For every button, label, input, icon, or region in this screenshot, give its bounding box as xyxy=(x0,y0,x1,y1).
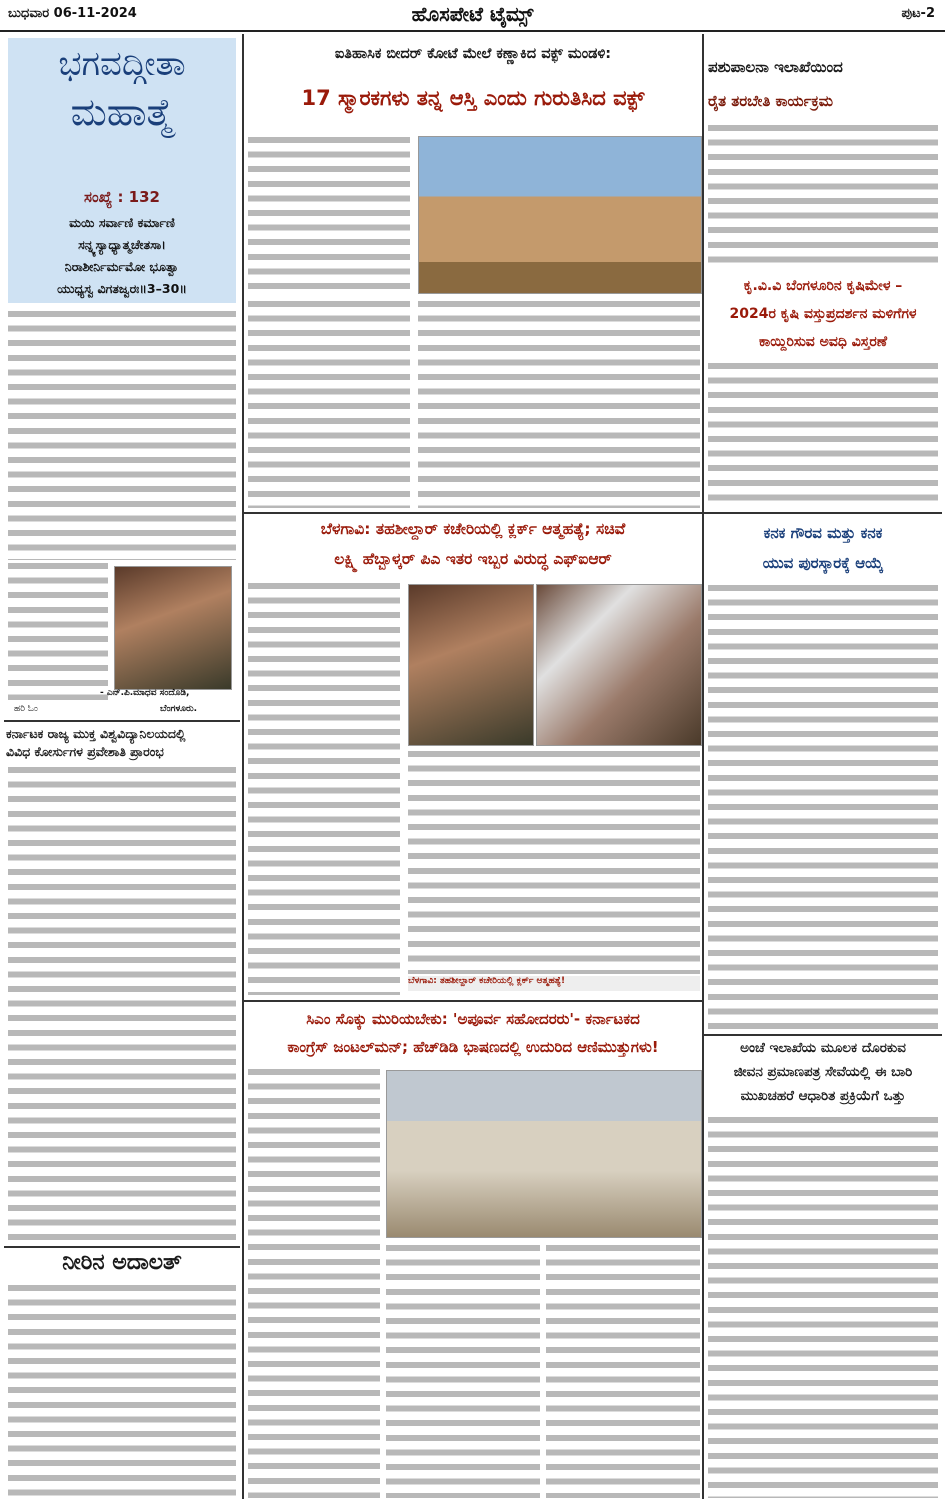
minister-group-photo xyxy=(536,584,702,746)
gita-box xyxy=(8,38,236,303)
gita-verse-line: ಮಯಿ ಸರ್ವಾಣಿ ಕರ್ಮಾಣಿ xyxy=(69,215,175,230)
cm-article-text xyxy=(248,1066,380,1498)
gita-verse-line: ಸನ್ನ್ಯಸ್ಯಾಧ್ಯಾತ್ಮಚೇತಸಾ। xyxy=(78,237,166,252)
anche-article-text xyxy=(708,1114,938,1498)
gita-author: - ಎನ್.ಪಿ.ಮಾಧವ ಸಂದೊಡಿ, xyxy=(100,688,190,698)
section-divider xyxy=(244,1000,702,1002)
cm-article-text xyxy=(546,1242,700,1498)
kuvempu-article-text xyxy=(8,764,236,1244)
krishi-headline-1: ಕೃ.ವಿ.ವಿ ಬೆಂಗಳೂರಿನ ಕೃಷಿಮೇಳ – xyxy=(743,278,903,294)
kanaka-article-text xyxy=(708,582,938,1030)
krishi-article-text xyxy=(708,360,938,508)
anche-headline-2: ಜೀವನ ಪ್ರಮಾಣಪತ್ರ ಸೇವೆಯಲ್ಲಿ ಈ ಬಾರಿ xyxy=(733,1064,913,1080)
page-number: ಪುಟ-2 xyxy=(901,6,935,21)
clerk-photo xyxy=(408,584,534,746)
page-header xyxy=(0,0,945,32)
pashu-article-text xyxy=(708,122,938,270)
column-divider xyxy=(702,34,704,1499)
gita-title-1: ಭಗವದ್ಗೀತಾ xyxy=(58,44,186,84)
gita-article-text xyxy=(8,560,108,700)
column-divider xyxy=(242,34,244,1499)
masthead-title: ಹೊಸಪೇಟೆ ಟೈಮ್ಸ್ xyxy=(411,2,534,26)
gita-author-place: ಬೆಂಗಳೂರು. xyxy=(160,704,198,714)
hdd-rally-photo xyxy=(386,1070,702,1238)
belagavi-headline-2: ಲಕ್ಷ್ಮಿ ಹೆಬ್ಬಾಳ್ಕರ್ ಪಿಎ ಇತರ ಇಬ್ಬರ ವಿರುದ್ಧ ಎಫ್ಐಆರ್ xyxy=(334,550,612,568)
gita-verse-line: ನಿರಾಶೀರ್ನಿರ್ಮಮೋ ಭೂತ್ವಾ xyxy=(64,259,180,274)
belagavi-article-text xyxy=(248,580,400,995)
kanaka-headline-1: ಕನಕ ಗೌರವ ಮತ್ತು ಕನಕ xyxy=(763,524,883,542)
section-divider xyxy=(244,512,702,514)
gita-article-text xyxy=(8,308,236,560)
gita-title-2: ಮಹಾತ್ಮೆ xyxy=(70,90,174,134)
neerina-article-text xyxy=(8,1282,236,1497)
gita-number: ಸಂಖ್ಯೆ : 132 xyxy=(84,188,160,206)
belagavi-headline-1: ಬೆಳಗಾವಿ: ತಹಶೀಲ್ದಾರ್ ಕಚೇರಿಯಲ್ಲಿ ಕ್ಲರ್ಕ್ ಆತ್ಮಹತ್ಯೆ; ಸಚಿವೆ xyxy=(320,520,626,538)
waqf-article-text xyxy=(248,134,410,294)
belagavi-article-text xyxy=(408,748,700,974)
waqf-kicker: ಐತಿಹಾಸಿಕ ಬೀದರ್ ಕೋಟೆ ಮೇಲೆ ಕಣ್ಣಾಕಿದ ವಕ್ಫ್ ಮಂಡಳಿ: xyxy=(334,46,612,62)
bidar-fort-photo xyxy=(418,136,702,294)
waqf-article-text xyxy=(418,298,700,508)
anche-headline-3: ಮುಖಚಹರೆ ಆಧಾರಿತ ಪ್ರಕ್ರಿಯೆಗೆ ಒತ್ತು xyxy=(740,1088,906,1104)
section-divider xyxy=(704,1034,942,1036)
krishi-headline-3: ಕಾಯ್ದಿರಿಸುವ ಅವಧಿ ವಿಸ್ತರಣೆ xyxy=(758,334,888,350)
neerina-adalat-headline: ನೀರಿನ ಅದಾಲತ್ xyxy=(62,1250,182,1275)
cm-headline-2: ಕಾಂಗ್ರೆಸ್ ಜಂಟಲ್‌ಮನ್; ಹೆಚ್‌ಡಿಡಿ ಭಾಷಣದಲ್ಲಿ ಉದುರಿದ ಆಣಿಮುತ್ತುಗಳು! xyxy=(287,1038,659,1056)
section-divider xyxy=(4,1246,240,1248)
kuvempu-headline-2: ವಿವಿಧ ಕೋರ್ಸುಗಳ ಪ್ರವೇಶಾತಿ ಪ್ರಾರಂಭ xyxy=(6,744,164,759)
cm-headline-1: ಸಿಎಂ ಸೊಕ್ಕು ಮುರಿಯಬೇಕು: 'ಅಪೂರ್ವ ಸಹೋದರರು'- ಕರ್ನಾಟಕದ xyxy=(306,1010,640,1028)
krishi-headline-2: 2024ರ ಕೃಷಿ ವಸ್ತುಪ್ರದರ್ಶನ ಮಳಿಗೆಗಳ xyxy=(729,306,917,322)
issue-date: ಬುಧವಾರ 06-11-2024 xyxy=(8,6,137,21)
section-divider xyxy=(704,512,942,514)
gita-om: ಹರಿ ಓಂ xyxy=(14,704,38,714)
kuvempu-headline-1: ಕರ್ನಾಟಕ ರಾಜ್ಯ ಮುಕ್ತ ವಿಶ್ವವಿದ್ಯಾನಿಲಯದಲ್ಲಿ xyxy=(6,726,186,741)
cm-article-text xyxy=(386,1242,540,1498)
section-divider xyxy=(4,720,240,722)
belagavi-caption: ಬೆಳಗಾವಿ: ತಹಶೀಲ್ದಾರ್ ಕಚೇರಿಯಲ್ಲಿ ಕ್ಲರ್ಕ್ ಆತ್ಮಹತ್ಯೆ! xyxy=(408,976,700,991)
gita-verse-line: ಯುಧ್ಯಸ್ವ ವಿಗತಜ್ವರಃ॥3–30॥ xyxy=(57,281,187,296)
waqf-headline: 17 ಸ್ಮಾರಕಗಳು ತನ್ನ ಆಸ್ತಿ ಎಂದು ಗುರುತಿಸಿದ ವಕ್ಫ್ xyxy=(301,86,645,110)
waqf-article-text xyxy=(248,298,410,508)
anche-headline-1: ಅಂಚೆ ಇಲಾಖೆಯ ಮೂಲಕ ದೊರಕುವ xyxy=(740,1040,906,1056)
pashu-headline-1: ಪಶುಪಾಲನಾ ಇಲಾಖೆಯಿಂದ xyxy=(708,58,843,76)
pashu-headline-2: ರೈತ ತರಬೇತಿ ಕಾರ್ಯಕ್ರಮ xyxy=(708,92,834,110)
author-photo xyxy=(114,566,232,690)
kanaka-headline-2: ಯುವ ಪುರಸ್ಕಾರಕ್ಕೆ ಆಯ್ಕೆ xyxy=(762,554,884,572)
